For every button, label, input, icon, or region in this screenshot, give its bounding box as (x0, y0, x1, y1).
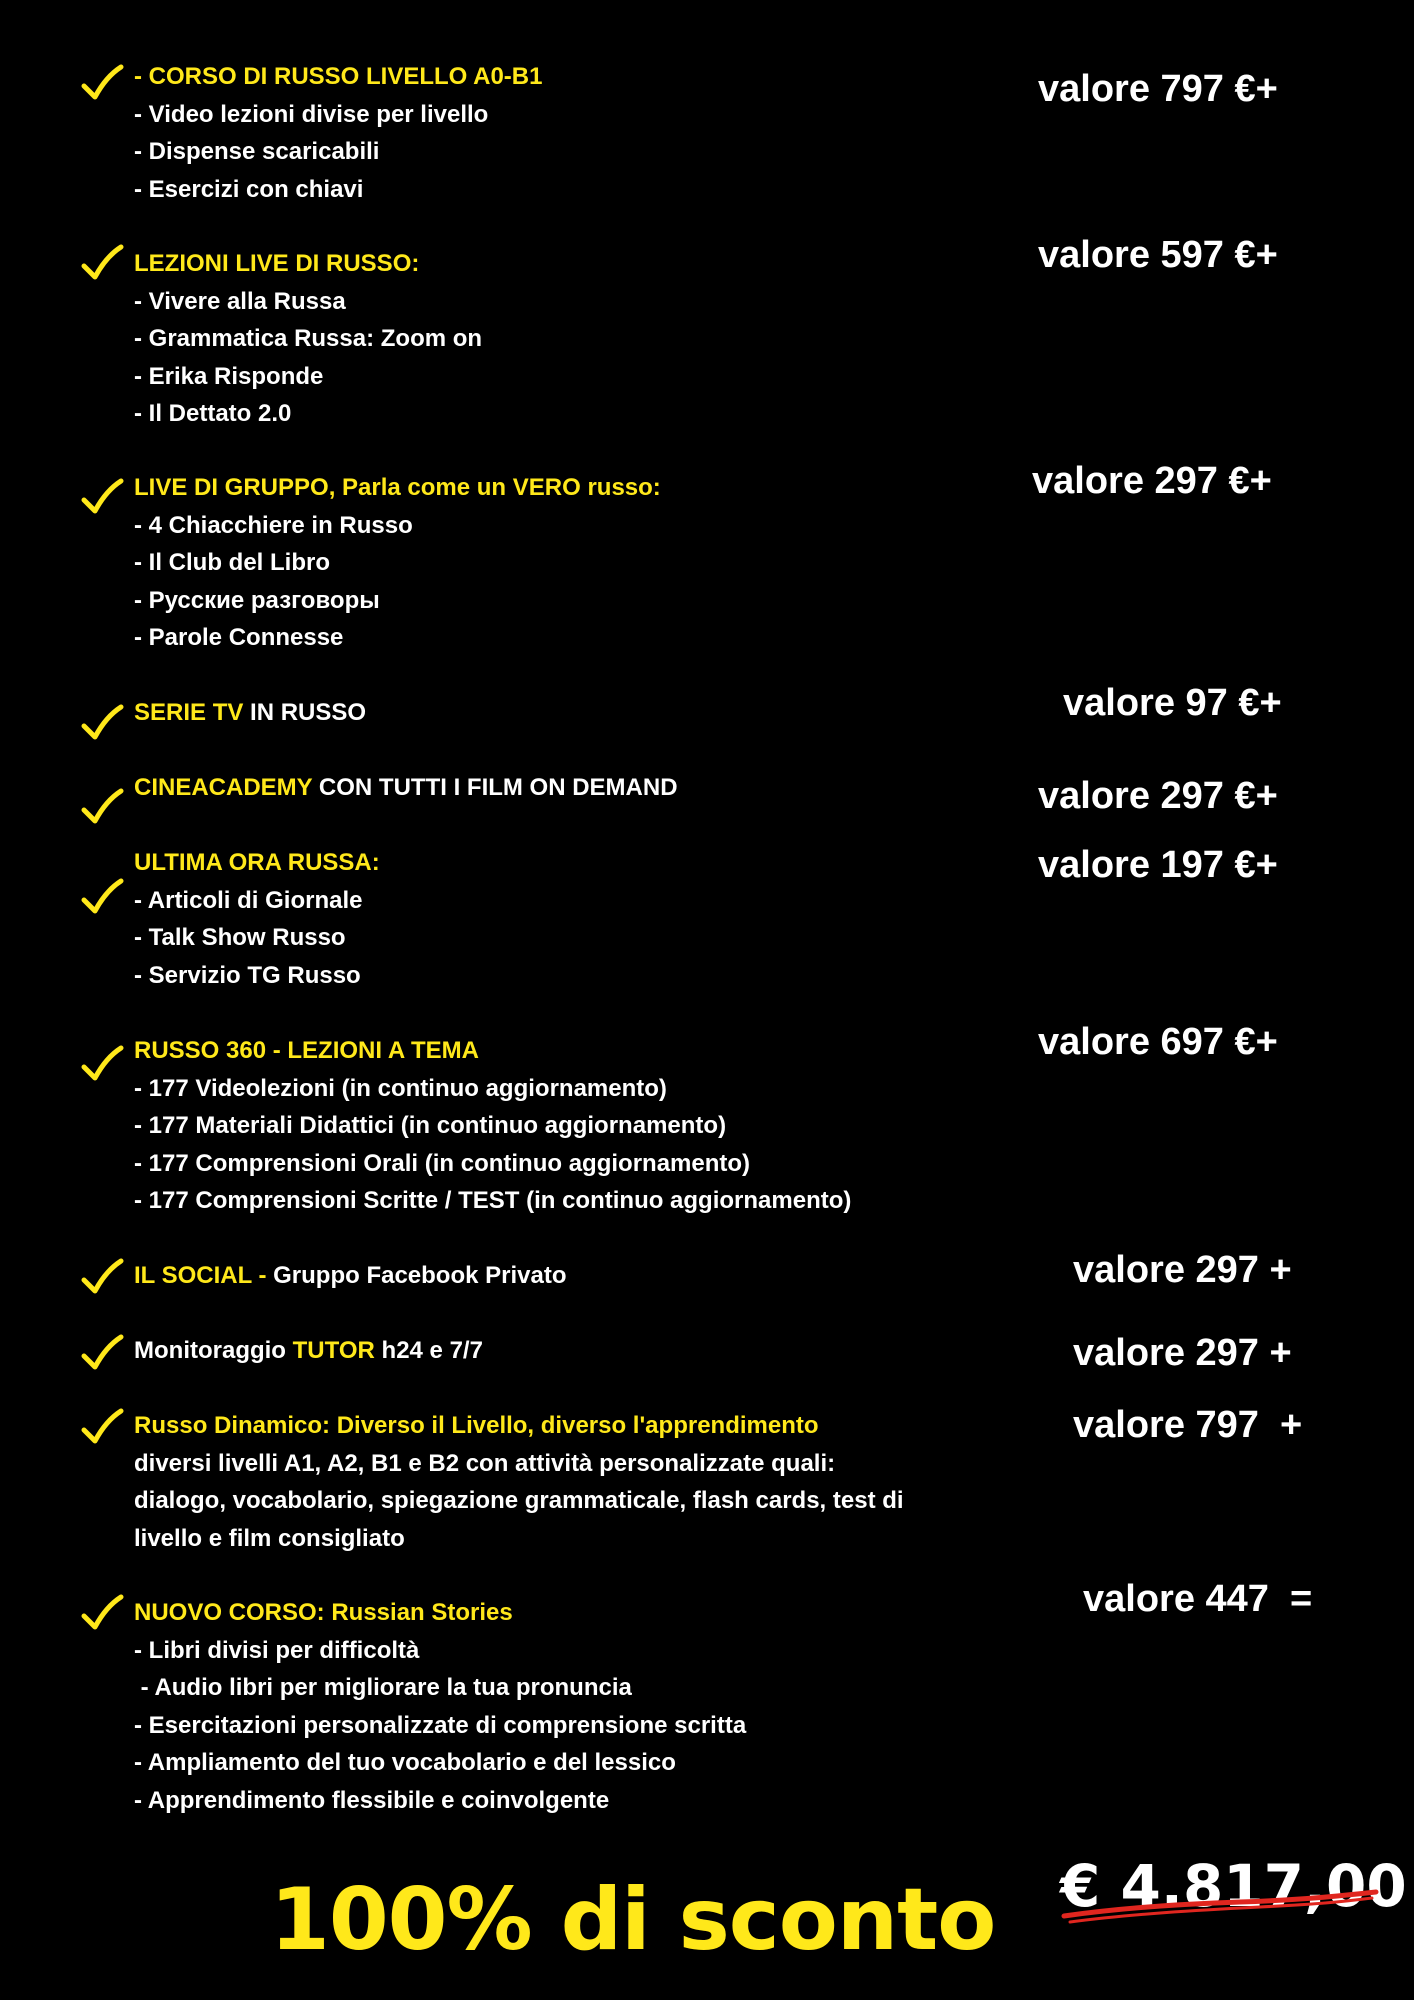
offer-value: valore 297 + (1073, 1249, 1292, 1291)
offer-detail-line (134, 283, 954, 321)
offer-value: valore 797 €+ (1038, 68, 1278, 110)
offer-value: valore 797 + (1073, 1404, 1303, 1446)
text-segment: - 177 Comprensioni Scritte / TEST (in continuo aggiornamento) (134, 1187, 852, 1214)
text-segment: - Talk Show Russo (134, 924, 346, 951)
offer-detail-line (134, 1632, 954, 1670)
text-segment: livello e film consigliato (134, 1524, 405, 1552)
text-segment: SERIE TV (134, 699, 244, 726)
offer-title-line (134, 245, 954, 283)
offer-description (134, 1407, 954, 1557)
offer-detail-line (134, 171, 954, 209)
text-segment: CINEACADEMY (134, 774, 313, 801)
text-segment: - 177 Videolezioni (in continuo aggiornamento) (134, 1074, 667, 1102)
text-segment: - Il Club del Libro (134, 549, 330, 576)
text-segment: - Apprendimento flessibile e coinvolgente (134, 1786, 610, 1814)
text-segment: h24 e 7/7 (374, 1337, 483, 1364)
text-segment: Russo Dinamico: Diverso il Livello, diverso l'apprendimento (134, 1412, 819, 1439)
offer-detail-line (134, 1669, 954, 1707)
offer-value: valore 697 €+ (1038, 1021, 1278, 1063)
text-segment: - 177 Materiali Didattici (in continuo aggiornamento) (134, 1112, 727, 1139)
offer-description (134, 844, 954, 994)
offer-title-line (134, 1332, 954, 1370)
offer-detail-line (134, 1482, 954, 1520)
text-segment: - Erika Risponde (134, 362, 324, 390)
text-segment: - Ampliamento del tuo vocabolario e del lessico (134, 1749, 676, 1776)
text-segment: - Il Dettato 2.0 (134, 400, 292, 427)
text-segment: - Esercitazioni personalizzate di comprensione scritta (134, 1711, 747, 1739)
text-segment: - Grammatica Russa: Zoom on (134, 325, 483, 352)
offer-detail-line (134, 395, 954, 433)
offer-detail-line (134, 1445, 954, 1483)
offer-title-line (134, 769, 954, 807)
checkmark-icon (80, 878, 124, 922)
text-segment: - Libri divisi per difficoltà (134, 1636, 420, 1664)
total-price: € 4.817,00 (1060, 1852, 1407, 1920)
text-segment: IN RUSSO (243, 699, 367, 726)
checkmark-icon (80, 1334, 124, 1378)
offer-detail-line (134, 1182, 954, 1220)
text-segment: - CORSO DI RUSSO LIVELLO A0-B1 (134, 63, 543, 90)
text-segment: IL SOCIAL - (134, 1262, 274, 1289)
text-segment: - Esercizi con chiavi (134, 175, 364, 203)
offer-title-line (134, 469, 954, 507)
offer-detail-line (134, 1107, 954, 1145)
offer-detail-line (134, 1070, 954, 1108)
checkmark-icon (80, 478, 124, 522)
offer-value: valore 297 €+ (1032, 460, 1272, 502)
offer-description (134, 1332, 954, 1370)
offer-description (134, 694, 954, 732)
text-segment: Monitoraggio (134, 1337, 293, 1364)
text-segment: Gruppo Facebook Privato (273, 1262, 567, 1289)
text-segment: CON TUTTI I FILM ON DEMAND (312, 774, 678, 801)
text-segment: LEZIONI LIVE DI RUSSO: (134, 250, 420, 277)
total-price-block (1060, 1852, 1407, 1920)
offer-description (134, 245, 954, 433)
offer-value: valore 447 = (1083, 1578, 1313, 1620)
offer-detail-line (134, 619, 954, 657)
offer-detail-line (134, 133, 954, 171)
text-segment: - 177 Comprensioni Orali (in continuo aggiornamento) (134, 1149, 751, 1177)
offer-description (134, 58, 954, 208)
text-segment: LIVE DI GRUPPO, Parla come un VERO russo: (134, 474, 661, 501)
offer-detail-line (134, 507, 954, 545)
offer-title-line (134, 58, 954, 96)
text-segment: - Articoli di Giornale (134, 886, 363, 914)
text-segment: ULTIMA ORA RUSSA: (134, 849, 380, 876)
offer-description (134, 1257, 954, 1295)
offer-title-line (134, 694, 954, 732)
text-segment: - Русские разговоры (134, 586, 380, 614)
offer-value: valore 597 €+ (1038, 234, 1278, 276)
checkmark-icon (80, 64, 124, 108)
text-segment: - Audio libri per migliorare la tua pronuncia (134, 1674, 632, 1701)
checkmark-icon (80, 244, 124, 288)
checkmark-icon (80, 1258, 124, 1302)
offer-detail-line (134, 1707, 954, 1745)
offer-detail-line (134, 1782, 954, 1820)
offer-detail-line (134, 358, 954, 396)
discount-headline: 100% di sconto (270, 1870, 996, 1970)
offer-title-line (134, 844, 954, 882)
text-segment: - Parole Connesse (134, 624, 344, 651)
offer-title-line (134, 1032, 954, 1070)
offer-detail-line (134, 544, 954, 582)
offer-title-line (134, 1257, 954, 1295)
text-segment: dialogo, vocabolario, spiegazione grammaticale, flash cards, test di (134, 1487, 904, 1514)
offer-description (134, 1032, 954, 1220)
text-segment: NUOVO CORSO: Russian Stories (134, 1599, 513, 1626)
offer-description (134, 469, 954, 657)
text-segment: - Dispense scaricabili (134, 138, 380, 165)
text-segment: - Vivere alla Russa (134, 287, 346, 315)
text-segment: diversi livelli A1, A2, B1 e B2 con attività personalizzate quali: (134, 1449, 836, 1477)
checkmark-icon (80, 704, 124, 748)
offer-title-line (134, 1407, 954, 1445)
checkmark-icon (80, 1045, 124, 1089)
offer-detail-line (134, 882, 954, 920)
offer-value: valore 297 + (1073, 1332, 1292, 1374)
text-segment: - Video lezioni divise per livello (134, 100, 489, 128)
offer-detail-line (134, 1520, 954, 1558)
text-segment: TUTOR (292, 1337, 375, 1364)
checkmark-icon (80, 1594, 124, 1638)
offer-detail-line (134, 96, 954, 134)
text-segment: - Servizio TG Russo (134, 961, 361, 989)
offer-description (134, 769, 954, 807)
checkmark-icon (80, 788, 124, 832)
text-segment: - 4 Chiacchiere in Russo (134, 511, 413, 539)
offer-detail-line (134, 919, 954, 957)
offer-value: valore 297 €+ (1038, 775, 1278, 817)
offer-detail-line (134, 1145, 954, 1183)
offer-description (134, 1594, 954, 1819)
offer-detail-line (134, 582, 954, 620)
offer-detail-line (134, 320, 954, 358)
offer-value: valore 197 €+ (1038, 844, 1278, 886)
offer-detail-line (134, 1744, 954, 1782)
text-segment: RUSSO 360 - LEZIONI A TEMA (134, 1037, 479, 1064)
offer-detail-line (134, 957, 954, 995)
checkmark-icon (80, 1408, 124, 1452)
offer-title-line (134, 1594, 954, 1632)
offer-value: valore 97 €+ (1063, 682, 1282, 724)
